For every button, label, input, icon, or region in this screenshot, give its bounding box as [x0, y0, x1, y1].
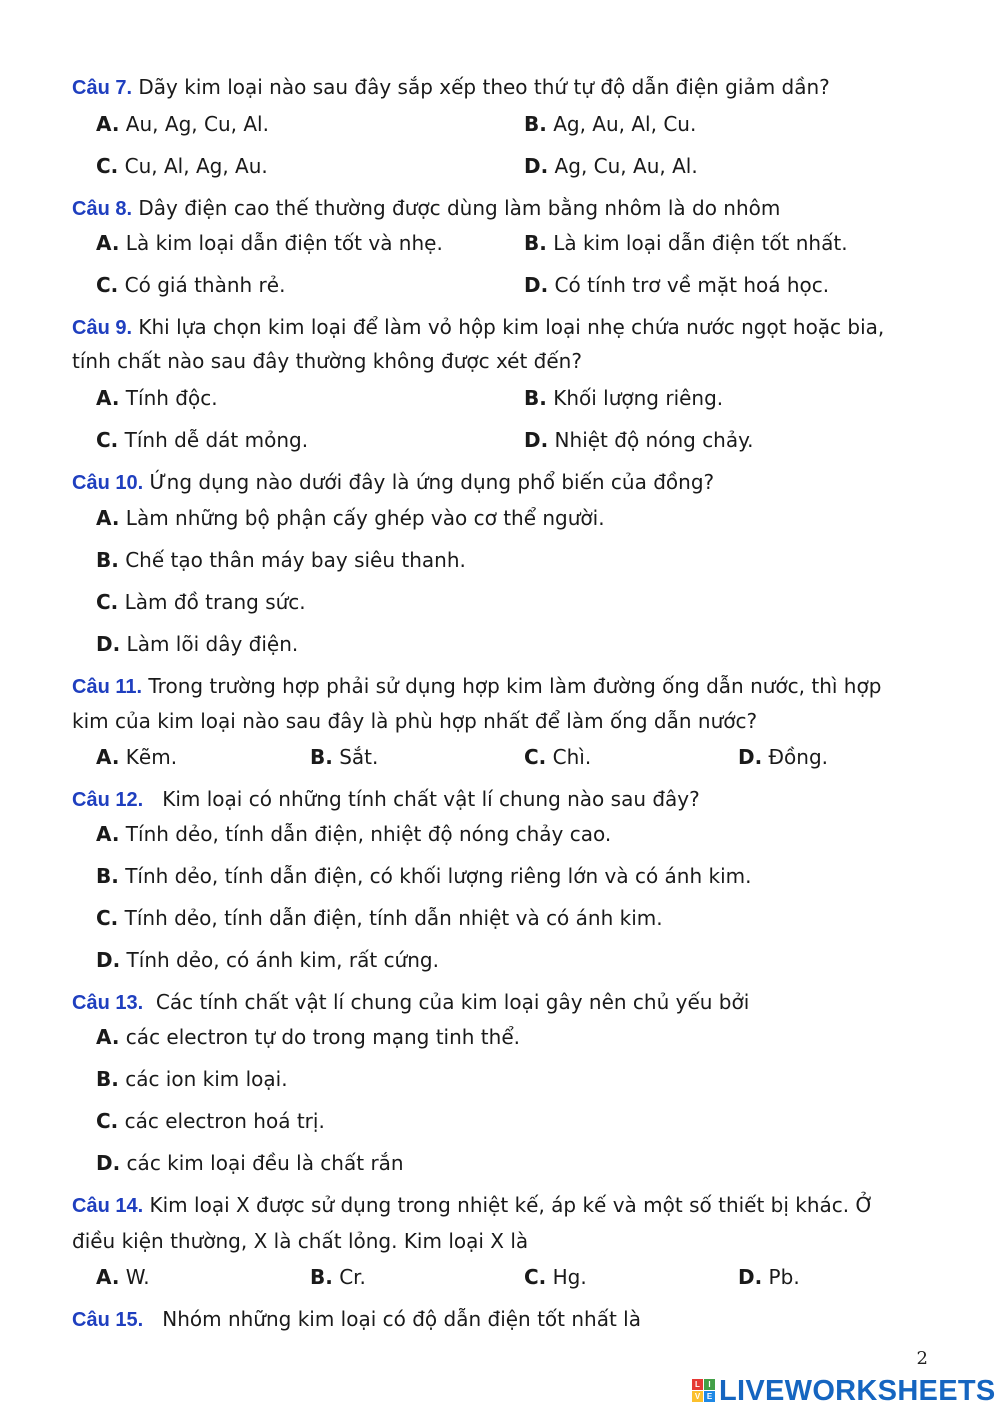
logo-letter: V: [692, 1391, 703, 1402]
option-a: [96, 1024, 520, 1050]
question-text: Nhóm những kim loại có độ dẫn điện tốt nhất là: [143, 1307, 641, 1331]
option-letter: D.: [96, 1151, 121, 1175]
liveworksheets-icon: [692, 1379, 716, 1403]
liveworksheets-wordmark: LIVEWORKSHEETS: [719, 1374, 996, 1407]
option-letter: C.: [96, 428, 119, 452]
option-b: [96, 1066, 288, 1092]
option-d: [96, 631, 298, 657]
question-9: [72, 314, 1000, 341]
option-a: [96, 1264, 150, 1290]
option-text: Có giá thành rẻ.: [118, 273, 286, 297]
option-letter: C.: [96, 1109, 119, 1133]
option-d: [738, 1264, 800, 1290]
question-label: Câu 7.: [72, 77, 133, 99]
question-15: [72, 1306, 1000, 1333]
option-letter: D.: [524, 273, 549, 297]
option-letter: A.: [96, 506, 120, 530]
option-c: [96, 1108, 325, 1134]
logo-letter: I: [704, 1379, 715, 1390]
option-a: [96, 821, 611, 847]
option-text: Nhiệt độ nóng chảy.: [548, 428, 754, 452]
option-letter: D.: [524, 154, 549, 178]
question-text: Kim loại có những tính chất vật lí chung nào sau đây?: [143, 787, 700, 811]
option-letter: B.: [524, 112, 547, 136]
option-c: [96, 905, 663, 931]
option-letter: A.: [96, 112, 120, 136]
question-label: Câu 9.: [72, 317, 133, 339]
option-letter: C.: [524, 745, 547, 769]
option-letter: C.: [524, 1265, 547, 1289]
option-text: Là kim loại dẫn điện tốt nhất.: [546, 231, 848, 255]
option-text: Sắt.: [332, 745, 379, 769]
option-c: [524, 744, 591, 770]
option-text: Cr.: [332, 1265, 366, 1289]
option-b: [524, 230, 848, 256]
option-text: các electron hoá trị.: [118, 1109, 325, 1133]
question-text-line-2: điều kiện thường, X là chất lỏng. Kim loại X là: [72, 1229, 529, 1253]
option-text: Tính dẻo, tính dẫn điện, có khối lượng riêng lớn và có ánh kim.: [118, 864, 752, 888]
option-text: Có tính trơ về mặt hoá học.: [548, 273, 830, 297]
option-letter: D.: [96, 948, 121, 972]
option-a: [96, 230, 443, 256]
question-11: [72, 673, 1000, 700]
option-text: Là kim loại dẫn điện tốt và nhẹ.: [119, 231, 443, 255]
option-d: [524, 427, 753, 453]
option-b: [310, 744, 378, 770]
option-b: [524, 385, 723, 411]
question-text: Dãy kim loại nào sau đây sắp xếp theo thứ tự độ dẫn điện giảm dần?: [132, 75, 830, 99]
option-c: [96, 427, 308, 453]
liveworksheets-logo: [692, 1376, 996, 1406]
option-letter: A.: [96, 386, 120, 410]
option-text: Tính dẻo, tính dẫn điện, nhiệt độ nóng chảy cao.: [119, 822, 612, 846]
option-b: [96, 547, 466, 573]
option-letter: B.: [96, 864, 119, 888]
question-13: [72, 989, 1000, 1016]
question-text: Ứng dụng nào dưới đây là ứng dụng phổ biến của đồng?: [143, 470, 715, 494]
option-text: các kim loại đều là chất rắn: [120, 1151, 404, 1175]
logo-letter: E: [704, 1391, 715, 1402]
option-a: [96, 505, 605, 531]
option-letter: D.: [738, 1265, 763, 1289]
option-text: Hg.: [546, 1265, 587, 1289]
option-d: [524, 272, 829, 298]
question-7: [72, 74, 1000, 101]
option-text: Làm đồ trang sức.: [118, 590, 306, 614]
option-letter: D.: [524, 428, 549, 452]
option-letter: B.: [524, 386, 547, 410]
question-label: Câu 13.: [72, 992, 144, 1014]
option-text: các electron tự do trong mạng tinh thể.: [119, 1025, 520, 1049]
option-text: Làm những bộ phận cấy ghép vào cơ thể người.: [119, 506, 605, 530]
question-label: Câu 14.: [72, 1195, 144, 1217]
option-text: W.: [119, 1265, 150, 1289]
option-text: Khối lượng riêng.: [546, 386, 724, 410]
option-letter: C.: [96, 906, 119, 930]
question-label: Câu 15.: [72, 1309, 144, 1331]
option-letter: B.: [96, 548, 119, 572]
option-letter: B.: [310, 1265, 333, 1289]
question-12: [72, 786, 1000, 813]
option-text: các ion kim loại.: [118, 1067, 288, 1091]
option-c: [524, 1264, 587, 1290]
option-letter: B.: [524, 231, 547, 255]
question-text-line-2: tính chất nào sau đây thường không được xét đến?: [72, 349, 582, 373]
option-d: [738, 744, 828, 770]
question-label: Câu 8.: [72, 198, 133, 220]
question-label: Câu 10.: [72, 472, 144, 494]
option-text: Tính dễ dát mỏng.: [118, 428, 309, 452]
question-text-line-2: kim của kim loại nào sau đây là phù hợp nhất để làm ống dẫn nước?: [72, 709, 758, 733]
option-text: Đồng.: [762, 745, 829, 769]
question-label: Câu 12.: [72, 789, 144, 811]
question-text: Trong trường hợp phải sử dụng hợp kim làm đường ống dẫn nước, thì hợp: [142, 674, 882, 698]
option-letter: D.: [96, 632, 121, 656]
option-text: Làm lõi dây điện.: [120, 632, 299, 656]
option-a: [96, 744, 177, 770]
option-b: [310, 1264, 366, 1290]
option-text: Tính độc.: [119, 386, 218, 410]
option-text: Cu, Al, Ag, Au.: [118, 154, 268, 178]
page-number: 2: [916, 1348, 928, 1369]
option-letter: B.: [310, 745, 333, 769]
option-letter: C.: [96, 590, 119, 614]
question-label: Câu 11.: [72, 676, 143, 698]
option-text: Chì.: [546, 745, 592, 769]
option-d: [96, 947, 439, 973]
option-c: [96, 272, 285, 298]
option-letter: A.: [96, 1265, 120, 1289]
option-text: Kẽm.: [119, 745, 178, 769]
option-letter: A.: [96, 1025, 120, 1049]
option-text: Ag, Cu, Au, Al.: [548, 154, 698, 178]
option-text: Pb.: [762, 1265, 800, 1289]
option-letter: D.: [738, 745, 763, 769]
option-b: [96, 863, 752, 889]
question-text: Dây điện cao thế thường được dùng làm bằng nhôm là do nhôm: [132, 196, 781, 220]
option-letter: C.: [96, 273, 119, 297]
question-10: [72, 469, 1000, 496]
option-letter: C.: [96, 154, 119, 178]
option-text: Tính dẻo, tính dẫn điện, tính dẫn nhiệt và có ánh kim.: [118, 906, 663, 930]
option-b: [524, 111, 696, 137]
option-a: [96, 111, 269, 137]
option-letter: A.: [96, 822, 120, 846]
question-14: [72, 1192, 1000, 1219]
logo-letter: L: [692, 1379, 703, 1390]
option-d: [524, 153, 698, 179]
option-text: Ag, Au, Al, Cu.: [546, 112, 697, 136]
option-text: Au, Ag, Cu, Al.: [119, 112, 269, 136]
question-8: [72, 195, 1000, 222]
option-text: Tính dẻo, có ánh kim, rất cứng.: [120, 948, 439, 972]
question-text: Khi lựa chọn kim loại để làm vỏ hộp kim loại nhẹ chứa nước ngọt hoặc bia,: [132, 315, 885, 339]
option-letter: A.: [96, 745, 120, 769]
question-text: Kim loại X được sử dụng trong nhiệt kế, áp kế và một số thiết bị khác. Ở: [143, 1193, 874, 1217]
option-a: [96, 385, 218, 411]
option-c: [96, 153, 268, 179]
option-letter: A.: [96, 231, 120, 255]
option-c: [96, 589, 306, 615]
option-text: Chế tạo thân máy bay siêu thanh.: [118, 548, 466, 572]
option-letter: B.: [96, 1067, 119, 1091]
question-text: Các tính chất vật lí chung của kim loại gây nên chủ yếu bởi: [143, 990, 750, 1014]
option-d: [96, 1150, 404, 1176]
